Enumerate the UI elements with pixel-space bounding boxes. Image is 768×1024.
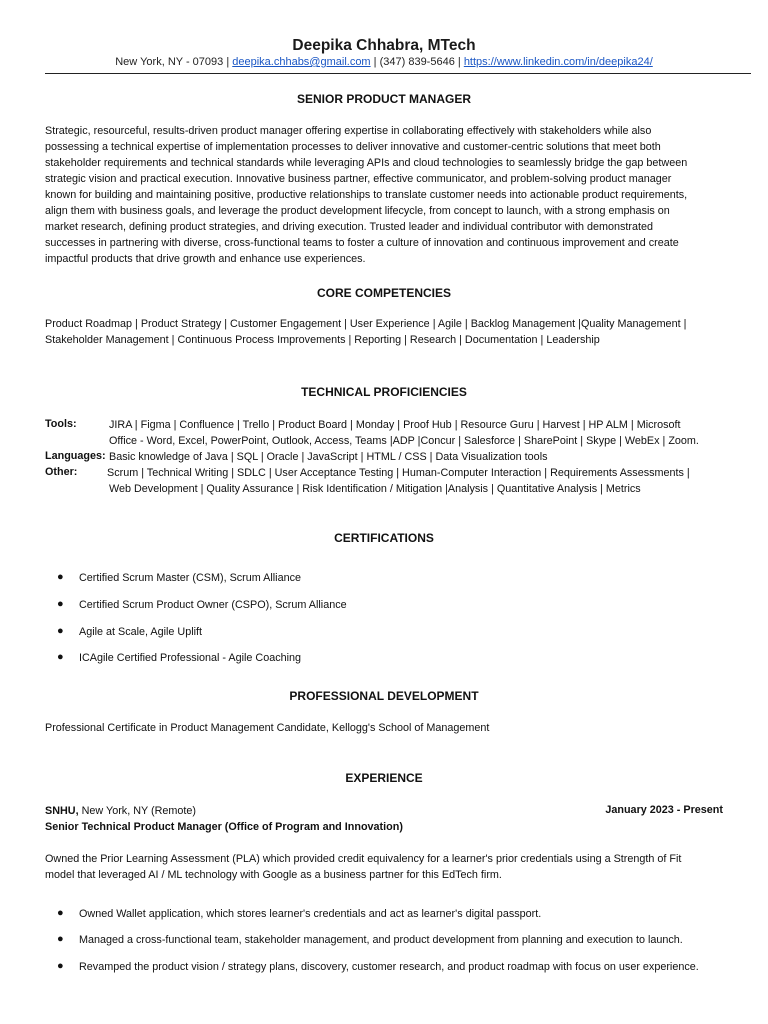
role-description-line: Owned the Prior Learning Assessment (PLA) which provided credit equivalency for a learner's prior credentials using a Strength of Fit — [45, 853, 682, 865]
languages-label: Languages: — [45, 450, 106, 462]
certification-item: Certified Scrum Product Owner (CSPO), Scrum Alliance — [79, 599, 347, 611]
employment-dates: January 2023 - Present — [605, 804, 723, 816]
tools-line: JIRA | Figma | Confluence | Trello | Product Board | Monday | Proof Hub | Resource Guru | Harvest | HP ALM | Microsoft — [109, 419, 681, 431]
job-title: SENIOR PRODUCT MANAGER — [296, 92, 471, 106]
section-heading-development: PROFESSIONAL DEVELOPMENT — [289, 689, 479, 703]
experience-bullet: Managed a cross-functional team, stakeholder management, and product development from planning and execution to launch. — [79, 934, 683, 946]
summary-line: known for building and maintaining positive, productive relationships to translate customer needs into actionable product requirements, — [45, 189, 688, 201]
certification-item: Agile at Scale, Agile Uplift — [79, 626, 203, 638]
certification-item: Certified Scrum Master (CSM), Scrum Alliance — [79, 572, 301, 584]
summary-line: successes in partnering with diverse, cross-functional teams to foster a culture of innovation and continuous improvement and create — [45, 237, 679, 249]
bullet-icon: ● — [57, 960, 64, 972]
tools-line: Office - Word, Excel, PowerPoint, Outlook, Access, Teams |ADP |Concur | Salesforce | SharePoint | Skype | WebEx | Zoom. — [109, 435, 699, 447]
summary-line: stakeholder requirements and technical standards while leveraging APIs and cloud technologies to seamlessly bridge the gap between — [45, 157, 688, 169]
competencies-line: Product Roadmap | Product Strategy | Customer Engagement | User Experience | Agile | Backlog Management |Quality Management | — [45, 318, 687, 330]
bullet-icon: ● — [57, 571, 64, 583]
development-text: Professional Certificate in Product Management Candidate, Kellogg's School of Management — [45, 722, 490, 734]
bullet-icon: ● — [57, 651, 64, 663]
separator: | — [454, 56, 464, 68]
employer-name: SNHU, — [45, 805, 79, 817]
summary-line: possessing a technical expertise of implementation processes to deliver innovative and customer-centric solutions that meet both — [45, 141, 661, 153]
employer-location: New York, NY (Remote) — [78, 805, 197, 817]
experience-bullet: Owned Wallet application, which stores learner's credentials and act as learner's digital passport. — [79, 908, 542, 920]
separator: | — [223, 56, 233, 68]
certification-item: ICAgile Certified Professional - Agile Coaching — [79, 652, 302, 664]
other-line: Web Development | Quality Assurance | Risk Identification / Mitigation |Analysis | Quantitative Analysis | Metrics — [109, 483, 641, 495]
location: New York, NY - 07093 — [115, 56, 224, 68]
languages-line: Basic knowledge of Java | SQL | Oracle | JavaScript | HTML / CSS | Data Visualization tools — [109, 451, 548, 463]
summary-line: strategic vision and practical execution. Innovative business partner, effective communicator, and problem-solving product manager — [45, 173, 672, 185]
linkedin-link[interactable]: https://www.linkedin.com/in/deepika24/ — [463, 56, 653, 68]
separator: | — [370, 56, 380, 68]
contact-line — [0, 56, 768, 68]
other-label: Other: — [45, 466, 78, 478]
bullet-icon: ● — [57, 598, 64, 610]
header-divider — [45, 73, 751, 74]
candidate-name: Deepika Chhabra, MTech — [292, 37, 476, 54]
summary-line: impactful products that drive growth and enhance use experiences. — [45, 253, 366, 265]
summary-line: align them with business goals, and leverage the product development lifecycle, from concept to launch, with a strong emphasis on — [45, 205, 670, 217]
summary-line: market research, defining product strategies, and driving execution. Trusted leader and individual contributor with demonstrated — [45, 221, 653, 233]
role-title: Senior Technical Product Manager (Office of Program and Innovation) — [45, 821, 403, 833]
summary — [45, 123, 745, 267]
experience-bullet: Revamped the product vision / strategy plans, discovery, customer research, and product roadmap with focus on user experience. — [79, 961, 699, 973]
section-heading-experience: EXPERIENCE — [345, 771, 423, 785]
competencies-line: Stakeholder Management | Continuous Process Improvements | Reporting | Research | Documentation | Leadership — [45, 334, 600, 346]
bullet-icon: ● — [57, 907, 64, 919]
bullet-icon: ● — [57, 625, 64, 637]
section-heading-competencies: CORE COMPETENCIES — [316, 286, 451, 300]
section-heading-technical: TECHNICAL PROFICIENCIES — [301, 385, 467, 399]
email-link[interactable]: deepika.chhabs@gmail.com — [232, 56, 371, 68]
other-line: Scrum | Technical Writing | SDLC | User Acceptance Testing | Human-Computer Interaction | Requirements Assessments | — [107, 467, 690, 479]
tools-label: Tools: — [45, 418, 77, 430]
bullet-icon: ● — [57, 933, 64, 945]
phone: (347) 839-5646 — [379, 56, 455, 68]
role-description-line: model that leveraged AI / ML technology with Google as a business partner for this EdTech firm. — [45, 869, 502, 881]
summary-line: Strategic, resourceful, results-driven product manager offering expertise in collaborating effectively with stakeholders while also — [45, 125, 652, 137]
section-heading-certifications: CERTIFICATIONS — [334, 531, 434, 545]
